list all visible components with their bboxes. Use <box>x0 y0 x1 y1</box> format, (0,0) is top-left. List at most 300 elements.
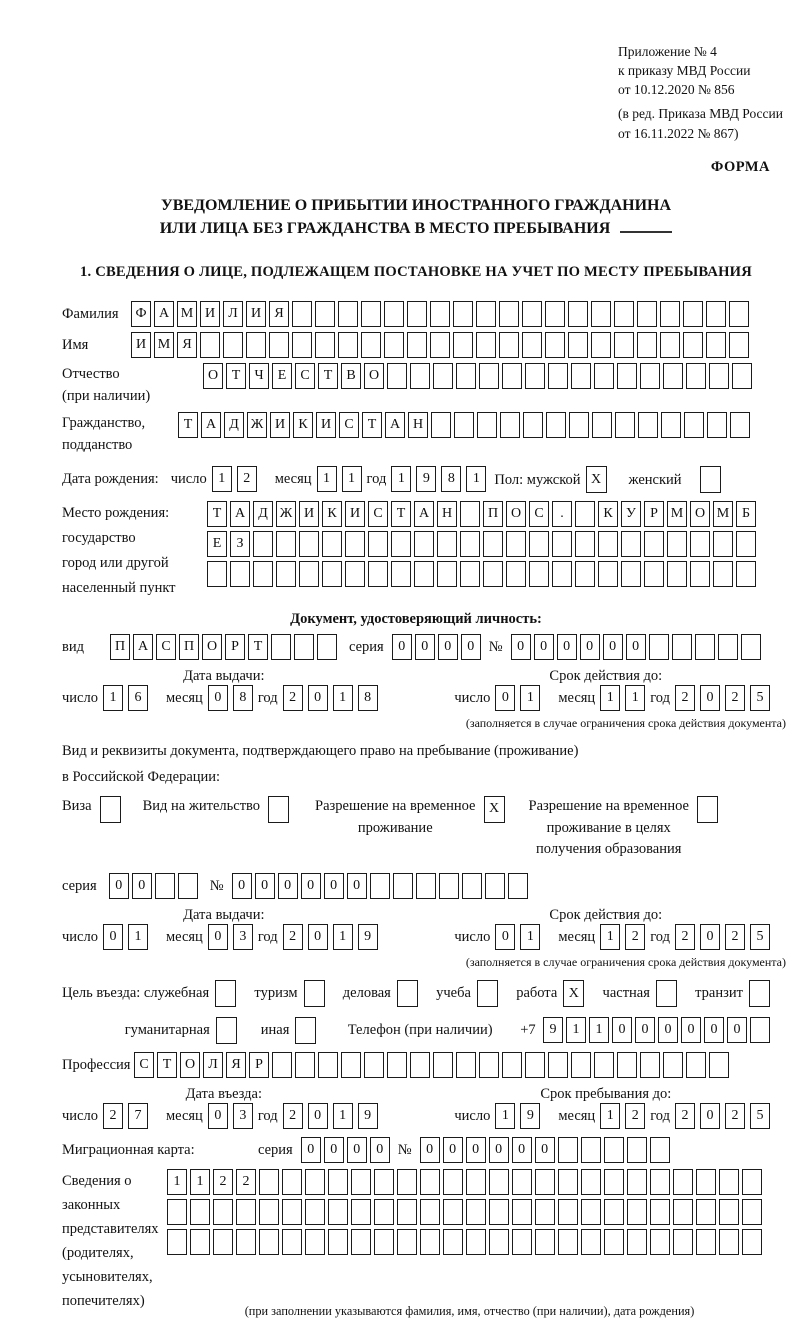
char-cell[interactable] <box>535 1229 555 1255</box>
char-cell[interactable]: И <box>270 412 290 438</box>
char-cell[interactable] <box>207 561 227 587</box>
char-cell[interactable] <box>259 1169 279 1195</box>
char-cell[interactable] <box>443 1229 463 1255</box>
char-cell[interactable] <box>499 301 519 327</box>
char-cell[interactable]: 2 <box>283 685 303 711</box>
char-cell[interactable] <box>571 1052 591 1078</box>
char-cell[interactable]: 0 <box>635 1017 655 1043</box>
char-cell[interactable]: 0 <box>308 1103 328 1129</box>
char-cell[interactable] <box>433 363 453 389</box>
char-cell[interactable]: Д <box>253 501 273 527</box>
char-cell[interactable] <box>535 1169 555 1195</box>
char-cell[interactable] <box>230 561 250 587</box>
char-cell[interactable]: Р <box>249 1052 269 1078</box>
char-cell[interactable]: С <box>339 412 359 438</box>
char-cell[interactable] <box>729 332 749 358</box>
char-cell[interactable]: . <box>552 501 572 527</box>
char-cell[interactable]: П <box>483 501 503 527</box>
char-cell[interactable]: 0 <box>324 873 344 899</box>
char-cell[interactable] <box>236 1229 256 1255</box>
char-cell[interactable]: С <box>156 634 176 660</box>
char-cell[interactable] <box>713 561 733 587</box>
char-cell[interactable] <box>420 1169 440 1195</box>
char-cell[interactable] <box>453 332 473 358</box>
char-cell[interactable]: 1 <box>103 685 123 711</box>
char-cell[interactable]: 1 <box>495 1103 515 1129</box>
char-cell[interactable]: 0 <box>580 634 600 660</box>
char-cell[interactable]: 0 <box>461 634 481 660</box>
char-cell[interactable] <box>407 332 427 358</box>
char-cell[interactable]: 1 <box>589 1017 609 1043</box>
char-cell[interactable] <box>282 1229 302 1255</box>
char-cell[interactable] <box>730 412 750 438</box>
char-cell[interactable]: 1 <box>333 685 353 711</box>
char-cell[interactable]: 0 <box>534 634 554 660</box>
char-cell[interactable] <box>443 1199 463 1225</box>
char-cell[interactable]: М <box>154 332 174 358</box>
char-cell[interactable] <box>276 531 296 557</box>
char-cell[interactable] <box>535 1199 555 1225</box>
char-cell[interactable]: 1 <box>466 466 486 492</box>
char-cell[interactable]: О <box>203 363 223 389</box>
char-cell[interactable]: 0 <box>511 634 531 660</box>
char-cell[interactable] <box>700 466 721 493</box>
char-cell[interactable] <box>305 1169 325 1195</box>
char-cell[interactable] <box>374 1199 394 1225</box>
char-cell[interactable] <box>713 531 733 557</box>
char-cell[interactable] <box>479 363 499 389</box>
char-cell[interactable] <box>650 1229 670 1255</box>
char-cell[interactable] <box>569 412 589 438</box>
char-cell[interactable] <box>374 1169 394 1195</box>
char-cell[interactable] <box>749 980 770 1007</box>
char-cell[interactable] <box>637 301 657 327</box>
char-cell[interactable]: 0 <box>420 1137 440 1163</box>
char-cell[interactable] <box>552 561 572 587</box>
char-cell[interactable] <box>644 531 664 557</box>
char-cell[interactable]: 0 <box>612 1017 632 1043</box>
char-cell[interactable]: 0 <box>301 873 321 899</box>
char-cell[interactable] <box>410 1052 430 1078</box>
char-cell[interactable]: К <box>598 501 618 527</box>
char-cell[interactable]: 0 <box>278 873 298 899</box>
char-cell[interactable] <box>684 412 704 438</box>
char-cell[interactable] <box>483 561 503 587</box>
char-cell[interactable] <box>690 531 710 557</box>
char-cell[interactable] <box>719 1199 739 1225</box>
char-cell[interactable] <box>397 1229 417 1255</box>
char-cell[interactable]: 2 <box>675 1103 695 1129</box>
char-cell[interactable] <box>508 873 528 899</box>
char-cell[interactable] <box>236 1199 256 1225</box>
char-cell[interactable]: С <box>529 501 549 527</box>
char-cell[interactable] <box>591 332 611 358</box>
char-cell[interactable] <box>387 1052 407 1078</box>
char-cell[interactable]: 0 <box>208 924 228 950</box>
char-cell[interactable]: 0 <box>308 924 328 950</box>
char-cell[interactable] <box>315 332 335 358</box>
char-cell[interactable]: 0 <box>103 924 123 950</box>
char-cell[interactable] <box>500 412 520 438</box>
char-cell[interactable] <box>318 1052 338 1078</box>
char-cell[interactable]: 2 <box>725 1103 745 1129</box>
char-cell[interactable]: 0 <box>301 1137 321 1163</box>
char-cell[interactable]: 0 <box>208 685 228 711</box>
char-cell[interactable]: Д <box>224 412 244 438</box>
char-cell[interactable] <box>686 1052 706 1078</box>
char-cell[interactable] <box>431 412 451 438</box>
char-cell[interactable]: Н <box>408 412 428 438</box>
char-cell[interactable]: 1 <box>212 466 232 492</box>
char-cell[interactable] <box>456 363 476 389</box>
char-cell[interactable] <box>581 1137 601 1163</box>
char-cell[interactable] <box>328 1229 348 1255</box>
char-cell[interactable] <box>338 332 358 358</box>
char-cell[interactable] <box>328 1199 348 1225</box>
char-cell[interactable] <box>627 1199 647 1225</box>
char-cell[interactable]: Н <box>437 501 457 527</box>
char-cell[interactable]: 1 <box>625 685 645 711</box>
char-cell[interactable]: Т <box>391 501 411 527</box>
char-cell[interactable] <box>294 634 314 660</box>
char-cell[interactable]: С <box>368 501 388 527</box>
char-cell[interactable]: 9 <box>416 466 436 492</box>
char-cell[interactable] <box>462 873 482 899</box>
char-cell[interactable]: 0 <box>557 634 577 660</box>
char-cell[interactable]: 0 <box>535 1137 555 1163</box>
char-cell[interactable]: 2 <box>625 1103 645 1129</box>
char-cell[interactable]: 0 <box>347 873 367 899</box>
char-cell[interactable]: М <box>713 501 733 527</box>
char-cell[interactable] <box>673 1169 693 1195</box>
char-cell[interactable]: И <box>200 301 220 327</box>
char-cell[interactable]: 9 <box>358 924 378 950</box>
char-cell[interactable] <box>397 1169 417 1195</box>
char-cell[interactable] <box>742 1229 762 1255</box>
char-cell[interactable] <box>709 1052 729 1078</box>
char-cell[interactable]: 0 <box>495 685 515 711</box>
char-cell[interactable]: О <box>690 501 710 527</box>
char-cell[interactable]: 0 <box>727 1017 747 1043</box>
char-cell[interactable] <box>292 332 312 358</box>
char-cell[interactable]: 1 <box>333 924 353 950</box>
char-cell[interactable]: 2 <box>725 685 745 711</box>
char-cell[interactable]: 0 <box>255 873 275 899</box>
char-cell[interactable]: 2 <box>675 924 695 950</box>
char-cell[interactable]: 2 <box>103 1103 123 1129</box>
char-cell[interactable] <box>387 363 407 389</box>
char-cell[interactable]: Ф <box>131 301 151 327</box>
char-cell[interactable] <box>522 332 542 358</box>
char-cell[interactable] <box>640 363 660 389</box>
char-cell[interactable] <box>216 1017 237 1044</box>
char-cell[interactable] <box>391 531 411 557</box>
char-cell[interactable] <box>667 531 687 557</box>
char-cell[interactable]: 0 <box>704 1017 724 1043</box>
char-cell[interactable] <box>627 1169 647 1195</box>
char-cell[interactable] <box>604 1169 624 1195</box>
char-cell[interactable] <box>466 1169 486 1195</box>
char-cell[interactable] <box>649 634 669 660</box>
char-cell[interactable] <box>719 1229 739 1255</box>
char-cell[interactable] <box>742 1199 762 1225</box>
char-cell[interactable] <box>420 1229 440 1255</box>
char-cell[interactable] <box>581 1169 601 1195</box>
char-cell[interactable] <box>272 1052 292 1078</box>
char-cell[interactable]: 3 <box>233 1103 253 1129</box>
char-cell[interactable] <box>223 332 243 358</box>
char-cell[interactable]: 1 <box>128 924 148 950</box>
char-cell[interactable] <box>581 1199 601 1225</box>
char-cell[interactable] <box>276 561 296 587</box>
char-cell[interactable] <box>638 412 658 438</box>
char-cell[interactable]: 0 <box>489 1137 509 1163</box>
char-cell[interactable] <box>477 980 498 1007</box>
char-cell[interactable] <box>650 1199 670 1225</box>
char-cell[interactable]: 2 <box>725 924 745 950</box>
char-cell[interactable] <box>695 634 715 660</box>
char-cell[interactable] <box>650 1137 670 1163</box>
char-cell[interactable]: М <box>667 501 687 527</box>
char-cell[interactable] <box>506 531 526 557</box>
char-cell[interactable]: 0 <box>626 634 646 660</box>
char-cell[interactable]: X <box>563 980 584 1007</box>
char-cell[interactable]: И <box>246 301 266 327</box>
char-cell[interactable]: И <box>316 412 336 438</box>
char-cell[interactable] <box>696 1199 716 1225</box>
char-cell[interactable] <box>361 301 381 327</box>
char-cell[interactable]: 1 <box>190 1169 210 1195</box>
char-cell[interactable]: 1 <box>317 466 337 492</box>
char-cell[interactable] <box>443 1169 463 1195</box>
char-cell[interactable] <box>456 1052 476 1078</box>
char-cell[interactable] <box>351 1169 371 1195</box>
char-cell[interactable] <box>672 634 692 660</box>
char-cell[interactable]: 1 <box>520 924 540 950</box>
char-cell[interactable]: О <box>364 363 384 389</box>
char-cell[interactable] <box>683 332 703 358</box>
char-cell[interactable] <box>489 1199 509 1225</box>
char-cell[interactable] <box>437 561 457 587</box>
char-cell[interactable]: 1 <box>600 924 620 950</box>
char-cell[interactable] <box>351 1199 371 1225</box>
char-cell[interactable]: 9 <box>520 1103 540 1129</box>
char-cell[interactable] <box>368 561 388 587</box>
char-cell[interactable]: X <box>484 796 505 823</box>
char-cell[interactable] <box>548 363 568 389</box>
char-cell[interactable] <box>581 1229 601 1255</box>
char-cell[interactable] <box>479 1052 499 1078</box>
char-cell[interactable]: З <box>230 531 250 557</box>
char-cell[interactable]: Л <box>203 1052 223 1078</box>
char-cell[interactable]: 1 <box>566 1017 586 1043</box>
char-cell[interactable]: Я <box>226 1052 246 1078</box>
char-cell[interactable]: А <box>230 501 250 527</box>
char-cell[interactable] <box>591 301 611 327</box>
char-cell[interactable]: 0 <box>392 634 412 660</box>
char-cell[interactable]: 2 <box>675 685 695 711</box>
char-cell[interactable] <box>282 1199 302 1225</box>
char-cell[interactable]: 8 <box>441 466 461 492</box>
char-cell[interactable] <box>322 531 342 557</box>
char-cell[interactable] <box>345 531 365 557</box>
char-cell[interactable] <box>430 332 450 358</box>
char-cell[interactable] <box>430 301 450 327</box>
char-cell[interactable] <box>696 1229 716 1255</box>
char-cell[interactable] <box>397 980 418 1007</box>
char-cell[interactable] <box>736 531 756 557</box>
char-cell[interactable] <box>604 1199 624 1225</box>
char-cell[interactable]: 1 <box>520 685 540 711</box>
char-cell[interactable]: 0 <box>438 634 458 660</box>
char-cell[interactable] <box>718 634 738 660</box>
char-cell[interactable] <box>627 1137 647 1163</box>
char-cell[interactable]: О <box>202 634 222 660</box>
char-cell[interactable] <box>454 412 474 438</box>
char-cell[interactable]: К <box>293 412 313 438</box>
char-cell[interactable]: Т <box>207 501 227 527</box>
char-cell[interactable] <box>575 561 595 587</box>
char-cell[interactable]: Т <box>178 412 198 438</box>
char-cell[interactable]: 0 <box>466 1137 486 1163</box>
char-cell[interactable] <box>627 1229 647 1255</box>
char-cell[interactable] <box>345 561 365 587</box>
char-cell[interactable] <box>512 1199 532 1225</box>
char-cell[interactable]: Р <box>225 634 245 660</box>
char-cell[interactable] <box>410 363 430 389</box>
char-cell[interactable] <box>697 796 718 823</box>
char-cell[interactable]: 0 <box>109 873 129 899</box>
char-cell[interactable] <box>439 873 459 899</box>
char-cell[interactable]: 0 <box>495 924 515 950</box>
char-cell[interactable] <box>660 301 680 327</box>
char-cell[interactable] <box>598 561 618 587</box>
char-cell[interactable] <box>414 561 434 587</box>
char-cell[interactable]: И <box>299 501 319 527</box>
char-cell[interactable] <box>341 1052 361 1078</box>
char-cell[interactable]: 8 <box>233 685 253 711</box>
char-cell[interactable]: X <box>586 466 607 493</box>
char-cell[interactable]: 7 <box>128 1103 148 1129</box>
char-cell[interactable] <box>558 1199 578 1225</box>
char-cell[interactable] <box>328 1169 348 1195</box>
char-cell[interactable] <box>706 332 726 358</box>
char-cell[interactable] <box>750 1017 770 1043</box>
char-cell[interactable]: 0 <box>512 1137 532 1163</box>
char-cell[interactable] <box>200 332 220 358</box>
char-cell[interactable] <box>414 531 434 557</box>
char-cell[interactable]: 0 <box>415 634 435 660</box>
char-cell[interactable] <box>253 531 273 557</box>
char-cell[interactable]: Т <box>362 412 382 438</box>
char-cell[interactable] <box>485 873 505 899</box>
char-cell[interactable] <box>295 1052 315 1078</box>
char-cell[interactable] <box>686 363 706 389</box>
char-cell[interactable]: 0 <box>132 873 152 899</box>
char-cell[interactable] <box>568 301 588 327</box>
char-cell[interactable]: 2 <box>283 1103 303 1129</box>
char-cell[interactable]: 6 <box>128 685 148 711</box>
char-cell[interactable]: 0 <box>232 873 252 899</box>
char-cell[interactable] <box>594 1052 614 1078</box>
char-cell[interactable] <box>420 1199 440 1225</box>
char-cell[interactable] <box>709 363 729 389</box>
char-cell[interactable]: 5 <box>750 1103 770 1129</box>
char-cell[interactable] <box>155 873 175 899</box>
char-cell[interactable]: 2 <box>213 1169 233 1195</box>
char-cell[interactable]: 8 <box>358 685 378 711</box>
char-cell[interactable] <box>338 301 358 327</box>
char-cell[interactable] <box>384 301 404 327</box>
char-cell[interactable] <box>282 1169 302 1195</box>
char-cell[interactable] <box>614 301 634 327</box>
char-cell[interactable] <box>523 412 543 438</box>
char-cell[interactable] <box>305 1229 325 1255</box>
char-cell[interactable]: Я <box>269 301 289 327</box>
char-cell[interactable] <box>696 1169 716 1195</box>
char-cell[interactable]: И <box>345 501 365 527</box>
char-cell[interactable]: 5 <box>750 924 770 950</box>
char-cell[interactable] <box>489 1169 509 1195</box>
char-cell[interactable] <box>384 332 404 358</box>
char-cell[interactable] <box>529 561 549 587</box>
char-cell[interactable] <box>460 501 480 527</box>
char-cell[interactable] <box>299 531 319 557</box>
char-cell[interactable]: 5 <box>750 685 770 711</box>
char-cell[interactable]: Е <box>207 531 227 557</box>
char-cell[interactable] <box>100 796 121 823</box>
char-cell[interactable] <box>213 1199 233 1225</box>
char-cell[interactable] <box>545 301 565 327</box>
char-cell[interactable]: У <box>621 501 641 527</box>
char-cell[interactable] <box>453 301 473 327</box>
char-cell[interactable] <box>466 1229 486 1255</box>
char-cell[interactable]: Т <box>226 363 246 389</box>
char-cell[interactable]: С <box>134 1052 154 1078</box>
char-cell[interactable] <box>476 301 496 327</box>
char-cell[interactable]: 0 <box>208 1103 228 1129</box>
char-cell[interactable] <box>719 1169 739 1195</box>
char-cell[interactable] <box>546 412 566 438</box>
char-cell[interactable]: 1 <box>600 685 620 711</box>
char-cell[interactable] <box>640 1052 660 1078</box>
char-cell[interactable] <box>269 332 289 358</box>
char-cell[interactable]: 1 <box>600 1103 620 1129</box>
char-cell[interactable] <box>407 301 427 327</box>
char-cell[interactable]: 0 <box>443 1137 463 1163</box>
char-cell[interactable] <box>317 634 337 660</box>
char-cell[interactable] <box>477 412 497 438</box>
char-cell[interactable]: 0 <box>700 924 720 950</box>
char-cell[interactable] <box>545 332 565 358</box>
char-cell[interactable] <box>571 363 591 389</box>
char-cell[interactable] <box>667 561 687 587</box>
char-cell[interactable] <box>304 980 325 1007</box>
char-cell[interactable]: А <box>154 301 174 327</box>
char-cell[interactable]: 0 <box>603 634 623 660</box>
char-cell[interactable] <box>706 301 726 327</box>
char-cell[interactable] <box>741 634 761 660</box>
char-cell[interactable] <box>548 1052 568 1078</box>
char-cell[interactable]: 9 <box>543 1017 563 1043</box>
char-cell[interactable] <box>489 1229 509 1255</box>
char-cell[interactable] <box>729 301 749 327</box>
char-cell[interactable]: Я <box>177 332 197 358</box>
char-cell[interactable] <box>190 1229 210 1255</box>
char-cell[interactable] <box>673 1199 693 1225</box>
char-cell[interactable] <box>178 873 198 899</box>
char-cell[interactable]: И <box>131 332 151 358</box>
